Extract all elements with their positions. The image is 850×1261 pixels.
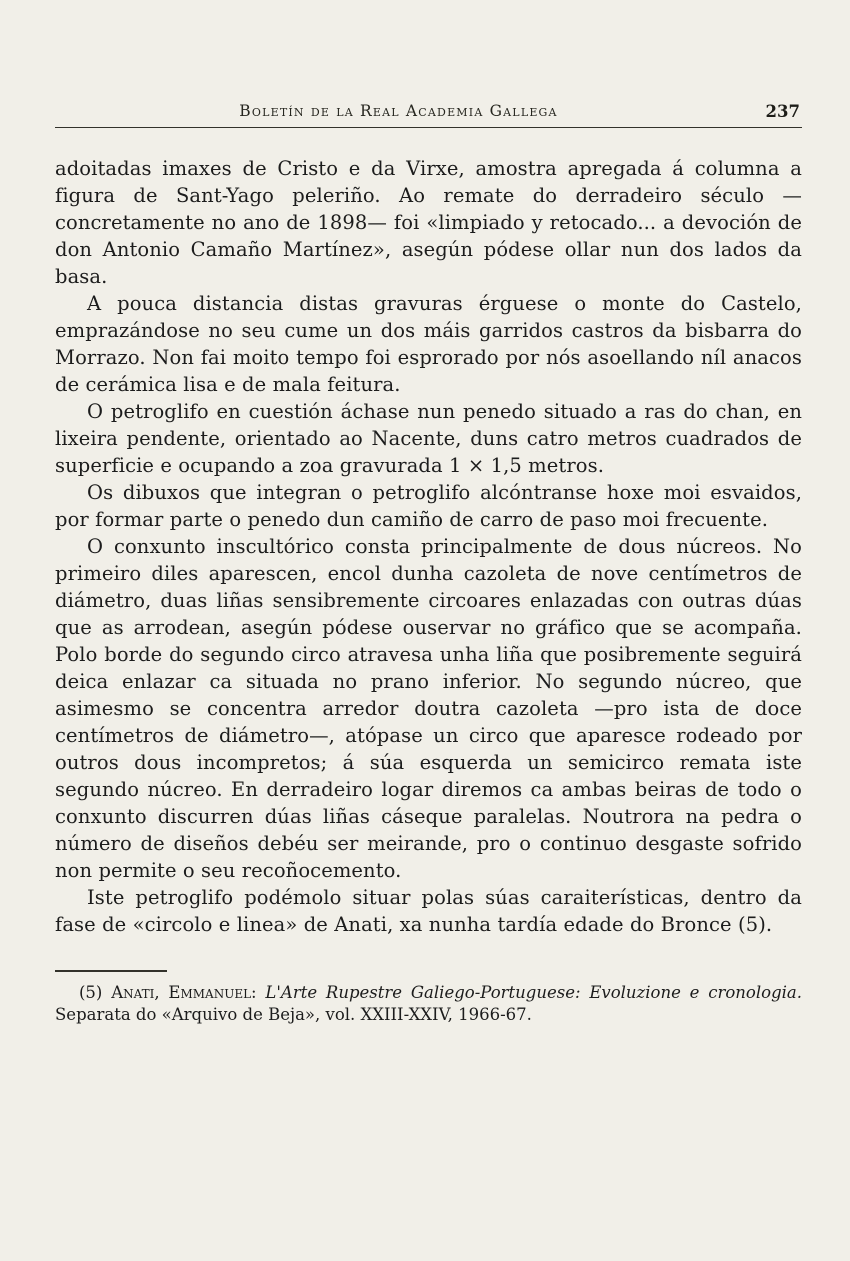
- footnote-rule: [55, 970, 167, 972]
- page-number: 237: [765, 102, 800, 121]
- paragraph: O petroglifo en cuestión áchase nun penedo situado a ras do chan, en lixeira pendente, orientado ao Nacente, duns catro metros cuadrados de superficie e ocupando a zoa gravurada 1 × 1,5 metros.: [55, 400, 802, 477]
- footnote-title: L'Arte Rupestre Galiego-Portuguese: Evoluzione e cronologia.: [265, 982, 802, 1002]
- header-rule: [55, 127, 802, 128]
- journal-title: Boletín de la Real Academia Gallega: [239, 102, 558, 120]
- paragraph: adoitadas imaxes de Cristo e da Virxe, amostra apregada á columna a figura de Sant-Yago peleriño. Ao remate do derradeiro século —concretamente no ano de 1898— foi «limpiado y retocado... a devoción de don Antonio Camaño Martínez», asegún pódese ollar nun dos lados da basa.: [55, 157, 802, 288]
- footnote-block: [55, 970, 802, 1026]
- running-header: [55, 102, 802, 124]
- paragraph: Os dibuxos que integran o petroglifo alcóntranse hoxe moi esvaidos, por formar parte o penedo dun camiño de carro de paso moi frecuente.: [55, 481, 802, 531]
- footnote-marker: (5): [79, 982, 112, 1002]
- paragraph: Iste petroglifo podémolo situar polas súas caraiterísticas, dentro da fase de «circolo e linea» de Anati, xa nunha tardía edade do Bronce (5).: [55, 886, 802, 936]
- paragraph: O conxunto inscultórico consta principalmente de dous núcreos. No primeiro diles aparescen, encol dunha cazoleta de nove centímetros de diámetro, duas liñas sensibremente circoares enlazadas con outras dúas que as arrodean, asegún pódese ouservar no gráfico que se acompaña. Polo borde do segundo circo atravesa unha liña que posibremente seguirá deica enlazar ca situada no prano inferior. No segundo núcreo, que asimesmo se concentra arredor doutra cazoleta —pro ista de doce centímetros de diámetro—, atópase un circo que aparesce rodeado por outros dous incompretos; á súa esquerda un semicirco remata iste segundo núcreo. En derradeiro logar diremos ca ambas beiras de todo o conxunto discurren dúas liñas cáseque paralelas. Noutrora na pedra o número de diseños debéu ser meirande, pro o continuo desgaste sofrido non permite o seu recoñocemento.: [55, 535, 802, 882]
- footnote-reference: Separata do «Arquivo de Beja», vol. XXIII-XXIV, 1966-67.: [55, 1004, 532, 1024]
- footnote-text: [55, 982, 802, 1026]
- footnote-author: Anati, Emmanuel:: [111, 982, 266, 1002]
- body-text: [55, 155, 802, 938]
- paragraph: A pouca distancia distas gravuras érguese o monte do Castelo, emprazándose no seu cume un dos máis garridos castros da bisbarra do Morrazo. Non fai moito tempo foi esprorado por nós asoellando níl anacos de cerámica lisa e de mala feitura.: [55, 292, 802, 396]
